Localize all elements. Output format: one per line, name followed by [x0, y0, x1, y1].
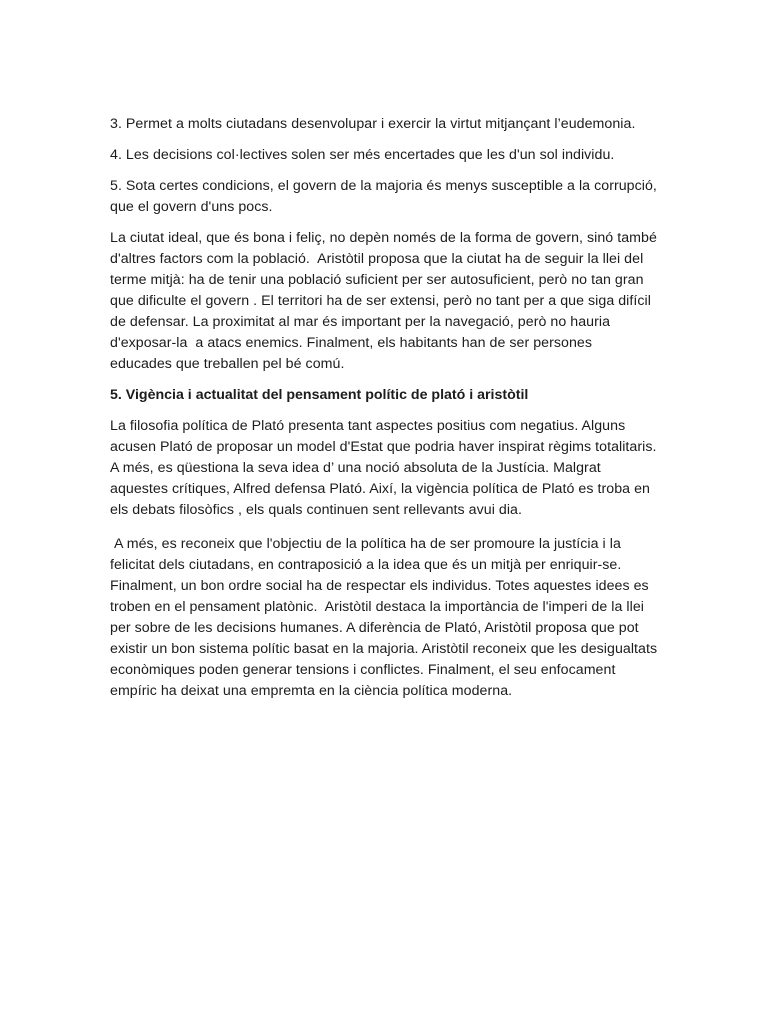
document-page	[110, 114, 660, 712]
list-item-3: 3. Permet a molts ciutadans desenvolupar i exercir la virtut mitjançant l’eudemonia.	[110, 116, 636, 132]
paragraph-plato: La filosofia política de Plató presenta tant aspectes positius com negatius. Alguns acusen Plató de proposar un model d'Estat que podria haver inspirat règims totalitaris. A més, es qüestiona la seva idea d’ una noció absoluta de la Justícia. Malgrat aquestes crítiques, Alfred defensa Plató. Així, la vigència política de Plató es troba en els debats filosòfics , els quals continuen sent rellevants avui dia.	[110, 418, 660, 518]
section-heading: 5. Vigència i actualitat del pensament polític de plató i aristòtil	[110, 387, 529, 403]
list-item-4: 4. Les decisions col·lectives solen ser més encertades que les d'un sol individu.	[110, 147, 615, 163]
paragraph-ciutat-ideal: La ciutat ideal, que és bona i feliç, no depèn només de la forma de govern, sinó també d'altres factors com la població. Aristòtil proposa que la ciutat ha de seguir la llei del terme mitjà: ha de tenir una població suficient per ser autosuficient, però no tan gran que dificulte el govern . El territori ha de ser extensi, però no tant per a que siga difícil de defensar. La proximitat al mar és important per la navegació, però no hauria d'exposar-la a atacs enemics. Finalment, els habitants han de ser persones educades que treballen pel bé comú.	[110, 230, 661, 372]
paragraph-politica: A més, es reconeix que l'objectiu de la política ha de ser promoure la justícia i la felicitat dels ciutadans, en contraposició a la idea que és un mitjà per enriquir-se. Finalment, un bon ordre social ha de respectar els individus. Totes aquestes idees es troben en el pensament platònic. Aristòtil destaca la importància de l'imperi de la llei per sobre de les decisions humanes. A diferència de Plató, Aristòtil proposa que pot existir un bon sistema polític basat en la majoria. Aristòtil reconeix que les desigualtats econòmiques poden generar tensions i conflictes. Finalment, el seu enfocament empíric ha deixat una empremta en la ciència política moderna.	[110, 536, 662, 699]
list-item-5: 5. Sota certes condicions, el govern de la majoria és menys susceptible a la corrupció, que el govern d'uns pocs.	[110, 178, 661, 215]
